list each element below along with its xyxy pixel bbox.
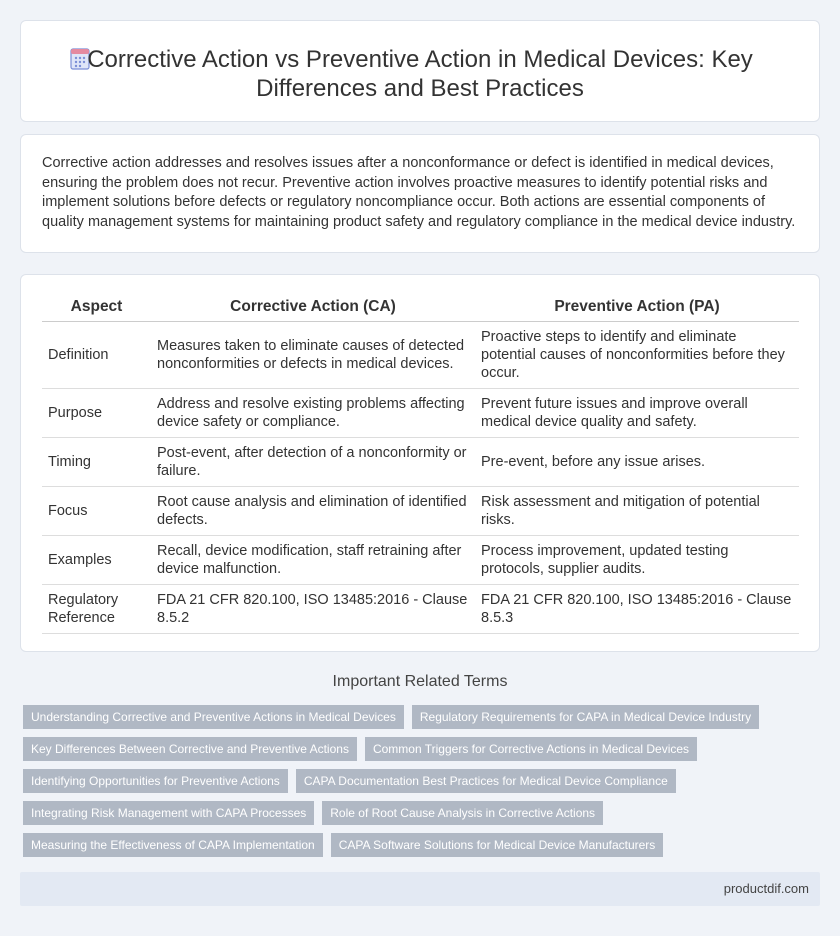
preventive-cell: Prevent future issues and improve overall medical device quality and safety. <box>475 388 799 437</box>
corrective-cell: Root cause analysis and elimination of identified defects. <box>151 486 475 535</box>
aspect-cell: Purpose <box>42 388 151 437</box>
table-header-row <box>42 293 799 321</box>
site-link[interactable]: productdif.com <box>723 881 809 896</box>
related-term-link[interactable]: Understanding Corrective and Preventive Actions in Medical Devices <box>23 705 404 729</box>
header-aspect: Aspect <box>42 293 151 321</box>
corrective-cell: Address and resolve existing problems affecting device safety or compliance. <box>151 388 475 437</box>
comparison-card <box>20 274 820 652</box>
preventive-cell: Pre-event, before any issue arises. <box>475 437 799 486</box>
corrective-cell: Post-event, after detection of a nonconformity or failure. <box>151 437 475 486</box>
aspect-cell: Definition <box>42 321 151 388</box>
table-row <box>42 321 799 388</box>
preventive-cell: Process improvement, updated testing protocols, supplier audits. <box>475 535 799 584</box>
related-terms-list <box>23 705 823 865</box>
related-term-link[interactable]: Identifying Opportunities for Preventive Actions <box>23 769 288 793</box>
table-row <box>42 437 799 486</box>
table-row <box>42 486 799 535</box>
preventive-cell: Risk assessment and mitigation of potential risks. <box>475 486 799 535</box>
related-term-link[interactable]: CAPA Documentation Best Practices for Medical Device Compliance <box>296 769 676 793</box>
intro-card <box>20 134 820 253</box>
related-term-link[interactable]: Measuring the Effectiveness of CAPA Implementation <box>23 833 323 857</box>
related-term-link[interactable]: Key Differences Between Corrective and Preventive Actions <box>23 737 357 761</box>
related-term-link[interactable]: Common Triggers for Corrective Actions in Medical Devices <box>365 737 697 761</box>
preventive-cell: FDA 21 CFR 820.100, ISO 13485:2016 - Clause 8.5.3 <box>475 584 799 633</box>
comparison-table <box>42 293 799 634</box>
header-preventive: Preventive Action (PA) <box>475 293 799 321</box>
aspect-cell: Focus <box>42 486 151 535</box>
aspect-cell: Timing <box>42 437 151 486</box>
header-corrective: Corrective Action (CA) <box>151 293 475 321</box>
corrective-cell: FDA 21 CFR 820.100, ISO 13485:2016 - Clause 8.5.2 <box>151 584 475 633</box>
related-term-link[interactable]: CAPA Software Solutions for Medical Device Manufacturers <box>331 833 664 857</box>
corrective-cell: Recall, device modification, staff retraining after device malfunction. <box>151 535 475 584</box>
header-card <box>20 20 820 122</box>
intro-paragraph: Corrective action addresses and resolves issues after a nonconformance or defect is identified in medical devices, ensuring the problem does not recur. Preventive action involves proactive measures to identify potential risks and implement solutions before defects or regulatory noncompliance occur. Both actions are essential components of quality management systems for maintaining product safety and regulatory compliance in the medical device industry. <box>42 155 796 230</box>
table-row <box>42 388 799 437</box>
table-row <box>42 584 799 633</box>
corrective-cell: Measures taken to eliminate causes of detected nonconformities or defects in medical devices. <box>151 321 475 388</box>
preventive-cell: Proactive steps to identify and eliminate potential causes of nonconformities before they occur. <box>475 321 799 388</box>
related-term-link[interactable]: Integrating Risk Management with CAPA Processes <box>23 801 314 825</box>
footer <box>20 872 820 906</box>
table-row <box>42 535 799 584</box>
related-term-link[interactable]: Regulatory Requirements for CAPA in Medical Device Industry <box>412 705 759 729</box>
related-term-link[interactable]: Role of Root Cause Analysis in Corrective Actions <box>322 801 603 825</box>
aspect-cell: Regulatory Reference <box>42 584 151 633</box>
page-title: Corrective Action vs Preventive Action in Medical Devices: Key Differences and Best Practices <box>87 46 753 102</box>
aspect-cell: Examples <box>42 535 151 584</box>
related-terms-title: Important Related Terms <box>332 673 508 690</box>
